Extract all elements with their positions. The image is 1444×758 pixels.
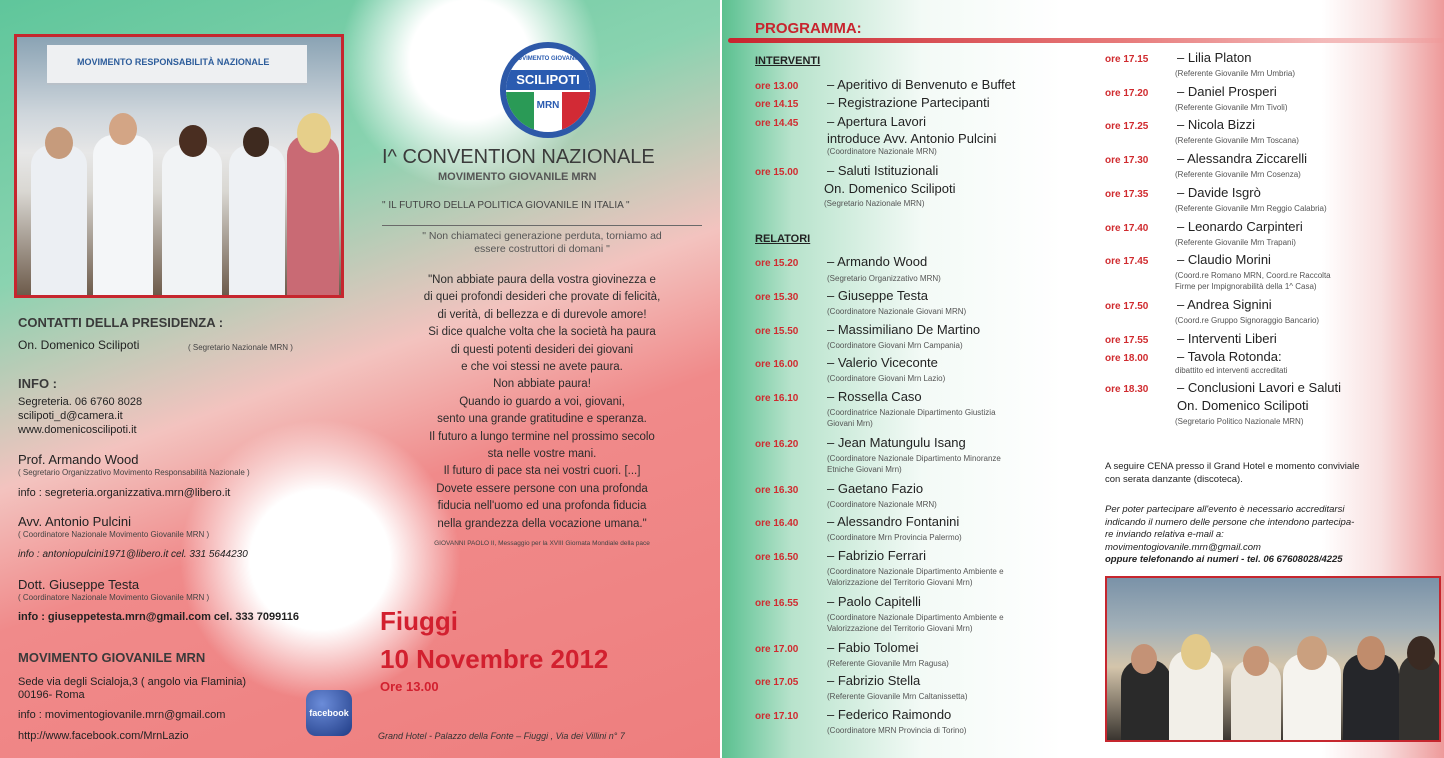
logo-inner: [506, 48, 590, 132]
schedule-role: (Coordinatrice Nazionale Dipartimento Giustizia: [827, 408, 996, 417]
short-quote-line: essere costruttori di domani ": [474, 243, 610, 255]
schedule-time: ore 16.30: [755, 485, 799, 496]
quote-line: di quei profondi desideri che provate di felicità,: [423, 291, 661, 304]
schedule-name: – Davide Isgrò: [1177, 185, 1261, 200]
schedule-time: ore 16.55: [755, 598, 799, 609]
dinner-line: A seguire CENA presso il Grand Hotel e momento conviviale: [1105, 461, 1360, 472]
schedule-item: [755, 513, 959, 531]
schedule-item: [755, 113, 926, 131]
schedule-time: ore 17.35: [1105, 189, 1149, 200]
facebook-icon[interactable]: facebook: [306, 690, 352, 736]
schedule-name: – Alessandra Ziccarelli: [1177, 151, 1308, 166]
schedule-role: (Coordinatore Nazionale Dipartimento Ambiente e: [827, 567, 1004, 576]
schedule-name: – Nicola Bizzi: [1177, 117, 1256, 132]
quote-line: fiducia nell'uomo ed una profonda fiducia: [437, 500, 647, 513]
schedule-role: Valorizzazione del Territorio Giovani Mrn): [827, 624, 973, 633]
schedule-time: ore 17.10: [755, 711, 799, 722]
quote-line: sta nelle vostre mani.: [487, 448, 597, 461]
schedule-role: (Referente Giovanile Mrn Trapani): [1175, 238, 1296, 247]
schedule-name: – Giuseppe Testa: [827, 288, 928, 303]
schedule-role: (Coord.re Romano MRN, Coord.re Raccolta: [1175, 271, 1331, 280]
schedule-role: (Coordinatore Nazionale Dipartimento Ambiente e: [827, 613, 1004, 622]
schedule-time: ore 17.45: [1105, 256, 1149, 267]
motto: " IL FUTURO DELLA POLITICA GIOVANILE IN ITALIA ": [382, 200, 630, 211]
program-title-bar: [728, 38, 1444, 43]
schedule-role: (Referente Giovanile Mrn Caltanissetta): [827, 692, 968, 701]
schedule-role: Valorizzazione del Territorio Giovani Mrn): [827, 578, 973, 587]
schedule-item: [755, 706, 951, 724]
schedule-role: (Coordinatore Nazionale MRN): [827, 500, 937, 509]
schedule-time: ore 16.00: [755, 359, 799, 370]
registration-line: Per poter partecipare all'evento è necessario accreditarsi: [1105, 504, 1345, 515]
schedule-item: [755, 672, 920, 690]
event-time: Ore 13.00: [380, 679, 439, 694]
schedule-role: (Segretario Politico Nazionale MRN): [1175, 417, 1304, 426]
wood-role: ( Segretario Organizzativo Movimento Responsabilità Nazionale ): [18, 468, 250, 477]
schedule-name: – Fabrizio Ferrari: [827, 548, 926, 563]
schedule-role: (Coordinatore Giovani Mrn Campania): [827, 341, 963, 350]
person-head: [1357, 636, 1385, 670]
schedule-role: (Referente Giovanile Mrn Ragusa): [827, 659, 949, 668]
schedule-item: [755, 434, 966, 452]
schedule-time: ore 16.40: [755, 518, 799, 529]
schedule-name: – Claudio Morini: [1177, 252, 1271, 267]
divider: [382, 225, 702, 226]
testa-name: Dott. Giuseppe Testa: [18, 577, 140, 592]
email-link[interactable]: scilipoti_d@camera.it: [18, 410, 123, 422]
website-link[interactable]: www.domenicoscilipoti.it: [18, 424, 137, 436]
schedule-time: ore 17.00: [755, 644, 799, 655]
quote-line: "Non abbiate paura della vostra giovinezza e: [428, 274, 656, 286]
schedule-item: [1105, 251, 1271, 269]
convention-title: I^ CONVENTION NAZIONALE: [382, 146, 655, 168]
schedule-item: [1105, 296, 1272, 314]
schedule-name: – Paolo Capitelli: [827, 594, 921, 609]
schedule-role: dibattito ed interventi accreditati: [1175, 366, 1288, 375]
address-line1: Sede via degli Scialoja,3 ( angolo via Flaminia): [18, 676, 247, 688]
schedule-item: [755, 287, 928, 305]
pulcini-role: ( Coordinatore Nazionale Movimento Giovanile MRN ): [18, 530, 210, 539]
schedule-time: ore 14.15: [755, 99, 799, 110]
schedule-time: ore 15.00: [755, 167, 799, 178]
schedule-time: ore 13.00: [755, 81, 799, 92]
person-head: [1297, 636, 1327, 670]
schedule-role: (Coordinatore Giovani Mrn Lazio): [827, 374, 946, 383]
schedule-name: – Andrea Signini: [1177, 297, 1272, 312]
right-panel: [722, 0, 1444, 758]
schedule-role: (Referente Giovanile Mrn Reggio Calabria): [1175, 204, 1327, 213]
schedule-time: ore 14.45: [755, 118, 799, 129]
schedule-item: [755, 162, 938, 180]
quote-line: Il futuro di pace sta nei vostri cuori. [...]: [443, 465, 641, 478]
schedule-role: (Coord.re Gruppo Signoraggio Bancario): [1175, 316, 1320, 325]
schedule-name: – Conclusioni Lavori e Saluti: [1177, 380, 1342, 395]
schedule-item: [755, 253, 927, 271]
schedule-role: (Referente Giovanile Mrn Cosenza): [1175, 170, 1301, 179]
person-head: [1407, 636, 1435, 670]
schedule-line2: [1177, 397, 1309, 415]
schedule-name: – Valerio Viceconte: [827, 355, 938, 370]
quote-line: Non abbiate paura!: [493, 378, 591, 391]
schedule-item: [755, 94, 990, 112]
person: [287, 135, 339, 295]
schedule-item: [755, 354, 938, 372]
person-head: [179, 125, 207, 157]
short-quote: [382, 230, 702, 256]
schedule-item: [755, 547, 926, 565]
schedule-time: ore 17.15: [1105, 54, 1149, 65]
facebook-url[interactable]: http://www.facebook.com/MrnLazio: [18, 730, 189, 742]
schedule-name: – Jean Matungulu Isang: [827, 435, 966, 450]
quote-line: sento una grande gratitudine e speranza.: [437, 413, 647, 426]
person: [162, 145, 222, 295]
person-head: [109, 113, 137, 145]
relatori-heading: RELATORI: [755, 233, 811, 245]
quote-line: di verità, di bellezza e di durevole amore!: [437, 308, 647, 321]
schedule-line2-text: introduce Avv. Antonio Pulcini: [827, 131, 997, 146]
schedule-name: – Interventi Liberi: [1177, 331, 1277, 346]
schedule-name: – Apertura Lavori: [827, 114, 927, 129]
scilipoti-logo: [500, 42, 596, 138]
schedule-time: ore 16.10: [755, 393, 799, 404]
schedule-name: – Lilia Platon: [1177, 50, 1252, 65]
schedule-name: – Federico Raimondo: [827, 707, 952, 722]
president-name: On. Domenico Scilipoti: [18, 338, 140, 352]
event-venue: Grand Hotel - Palazzo della Fonte – Fiuggi , Via dei Villini n° 7: [378, 731, 625, 741]
schedule-name: – Leonardo Carpinteri: [1177, 219, 1303, 234]
schedule-item: [1105, 348, 1282, 366]
schedule-time: ore 17.20: [1105, 88, 1149, 99]
schedule-time: ore 17.30: [1105, 155, 1149, 166]
schedule-item: [755, 76, 1015, 94]
schedule-item: [1105, 49, 1251, 67]
schedule-time: ore 18.00: [1105, 353, 1149, 364]
president-role: ( Segretario Nazionale MRN ): [188, 343, 293, 352]
quote-line: di questi potenti desideri dei giovani: [450, 343, 634, 356]
schedule-time: ore 15.50: [755, 326, 799, 337]
segreteria-phone: Segreteria. 06 6760 8028: [18, 396, 143, 408]
schedule-name: – Fabrizio Stella: [827, 673, 921, 688]
logo-name: SCILIPOTI: [506, 70, 590, 90]
quote-attribution: GIOVANNI PAOLO II, Messaggio per la XVIII Giornata Mondiale della pace: [434, 540, 650, 547]
schedule-role: (Coordinatore MRN Provincia di Torino): [827, 726, 967, 735]
schedule-role: (Coordinatore Nazionale MRN): [827, 147, 937, 156]
person-head: [1181, 634, 1211, 670]
schedule-item: [755, 480, 923, 498]
registration-phone: oppure telefonando ai numeri - tel. 06 67608028/4225: [1105, 554, 1343, 565]
logo-top-text: MOVIMENTO GIOVANILE: [512, 56, 584, 62]
testa-role: ( Coordinatore Nazionale Movimento Giovanile MRN ): [18, 593, 210, 602]
person-head: [297, 113, 331, 153]
schedule-time: ore 16.50: [755, 552, 799, 563]
dinner-photo: [1105, 576, 1441, 742]
person-head: [1131, 644, 1157, 674]
schedule-time: ore 17.55: [1105, 335, 1149, 346]
schedule-role: (Referente Giovanile Mrn Umbria): [1175, 69, 1296, 78]
schedule-role: (Segretario Organizzativo MRN): [827, 274, 941, 283]
schedule-time: ore 17.50: [1105, 301, 1149, 312]
mrn-email[interactable]: info : movimentogiovanile.mrn@gmail.com: [18, 709, 226, 721]
person-head: [45, 127, 73, 159]
schedule-role: (Referente Giovanile Mrn Tivoli): [1175, 103, 1288, 112]
schedule-name: – Daniel Prosperi: [1177, 84, 1277, 99]
schedule-item: [1105, 184, 1261, 202]
schedule-time: ore 17.40: [1105, 223, 1149, 234]
schedule-time: ore 15.30: [755, 292, 799, 303]
convention-subtitle: MOVIMENTO GIOVANILE MRN: [438, 171, 597, 183]
quote-line: Quando io guardo a voi, giovani,: [459, 395, 625, 408]
schedule-name: – Fabio Tolomei: [827, 640, 919, 655]
logo-stripe-green: [506, 92, 534, 132]
schedule-item: [1105, 379, 1341, 397]
person-head: [1243, 646, 1269, 676]
schedule-item: [755, 388, 922, 406]
dinner-note: [1105, 461, 1360, 486]
pulcini-info[interactable]: info : antoniopulcini1971@libero.it cel. 331 5644230: [18, 549, 248, 560]
schedule-item: [755, 593, 921, 611]
schedule-time: ore 16.20: [755, 439, 799, 450]
schedule-name: – Registrazione Partecipanti: [827, 95, 990, 110]
schedule-item: [755, 639, 919, 657]
group-photo: [14, 34, 344, 298]
papal-quote: [372, 272, 712, 533]
registration-email[interactable]: movimentogiovanile.mrn@gmail.com: [1105, 541, 1261, 553]
schedule-role: (Segretario Nazionale MRN): [824, 199, 925, 208]
wood-info[interactable]: info : segreteria.organizzativa.mrn@libero.it: [18, 487, 231, 499]
address-line2: 00196- Roma: [18, 689, 85, 701]
contatti-title: CONTATTI DELLA PRESIDENZA :: [18, 315, 224, 330]
schedule-name: – Massimiliano De Martino: [827, 322, 981, 337]
registration-note: [1105, 504, 1354, 567]
interventi-heading: INTERVENTI: [755, 55, 821, 67]
quote-line: nella grandezza della vocazione umana.": [437, 517, 647, 530]
pulcini-name: Avv. Antonio Pulcini: [18, 514, 131, 529]
schedule-line2-text: On. Domenico Scilipoti: [824, 181, 956, 196]
schedule-name: – Tavola Rotonda:: [1177, 349, 1282, 364]
registration-line: re inviando relativa e-mail a:: [1105, 529, 1224, 540]
schedule-role: Giovani Mrn): [827, 419, 873, 428]
schedule-item: [1105, 218, 1303, 236]
short-quote-line: " Non chiamateci generazione perduta, torniamo ad: [422, 230, 662, 242]
quote-line: Il futuro a lungo termine nel prossimo secolo: [429, 430, 655, 443]
schedule-role: (Coordinatore Mrn Provincia Palermo): [827, 533, 962, 542]
schedule-name: – Rossella Caso: [827, 389, 922, 404]
schedule-role: Firme per Impignorabilità della 1^ Casa): [1175, 282, 1317, 291]
schedule-name: – Saluti Istituzionali: [827, 163, 939, 178]
schedule-name: – Armando Wood: [827, 254, 928, 269]
schedule-name: – Aperitivo di Benvenuto e Buffet: [827, 77, 1016, 92]
schedule-time: ore 15.20: [755, 258, 799, 269]
testa-info[interactable]: info : giuseppetesta.mrn@gmail.com cel. 333 7099116: [18, 611, 299, 623]
logo-stripe-red: [562, 92, 590, 132]
registration-line: indicando il numero delle persone che intendono partecipa-: [1105, 516, 1355, 528]
person: [93, 135, 153, 295]
schedule-time: ore 18.30: [1105, 384, 1149, 395]
schedule-time: ore 17.05: [755, 677, 799, 688]
schedule-line2-text: On. Domenico Scilipoti: [1177, 398, 1309, 413]
person: [229, 145, 285, 295]
tent-banner-text: MOVIMENTO RESPONSABILITÀ NAZIONALE: [77, 57, 270, 67]
schedule-item: [1105, 150, 1307, 168]
event-city: Fiuggi: [380, 606, 458, 636]
schedule-role: (Referente Giovanile Mrn Toscana): [1175, 136, 1299, 145]
info-title: INFO :: [18, 376, 57, 391]
wood-name: Prof. Armando Wood: [18, 452, 139, 467]
schedule-role: (Coordinatore Nazionale Giovani MRN): [827, 307, 967, 316]
schedule-item: [1105, 116, 1255, 134]
schedule-name: – Alessandro Fontanini: [827, 514, 960, 529]
schedule-item: [755, 321, 980, 339]
schedule-item: [1105, 330, 1277, 348]
schedule-name: – Gaetano Fazio: [827, 481, 924, 496]
program-title: PROGRAMMA:: [755, 20, 862, 37]
quote-line: e che voi stessi ne avete paura.: [461, 361, 623, 374]
schedule-role: Etniche Giovani Mrn): [827, 465, 902, 474]
schedule-item: [1105, 83, 1277, 101]
event-date: 10 Novembre 2012: [380, 644, 609, 674]
schedule-role: (Coordinatore Nazionale Dipartimento Minoranze: [827, 454, 1001, 463]
schedule-line2: [824, 180, 956, 198]
person-head: [243, 127, 269, 157]
logo-mrn: MRN: [536, 100, 560, 111]
mrn-title: MOVIMENTO GIOVANILE MRN: [18, 650, 206, 665]
quote-line: Dovete essere persone con una profonda: [436, 482, 648, 495]
schedule-time: ore 17.25: [1105, 121, 1149, 132]
quote-line: Si dice qualche volta che la società ha paura: [428, 326, 656, 339]
dinner-line: con serata danzante (discoteca).: [1105, 473, 1243, 485]
person: [31, 145, 87, 295]
